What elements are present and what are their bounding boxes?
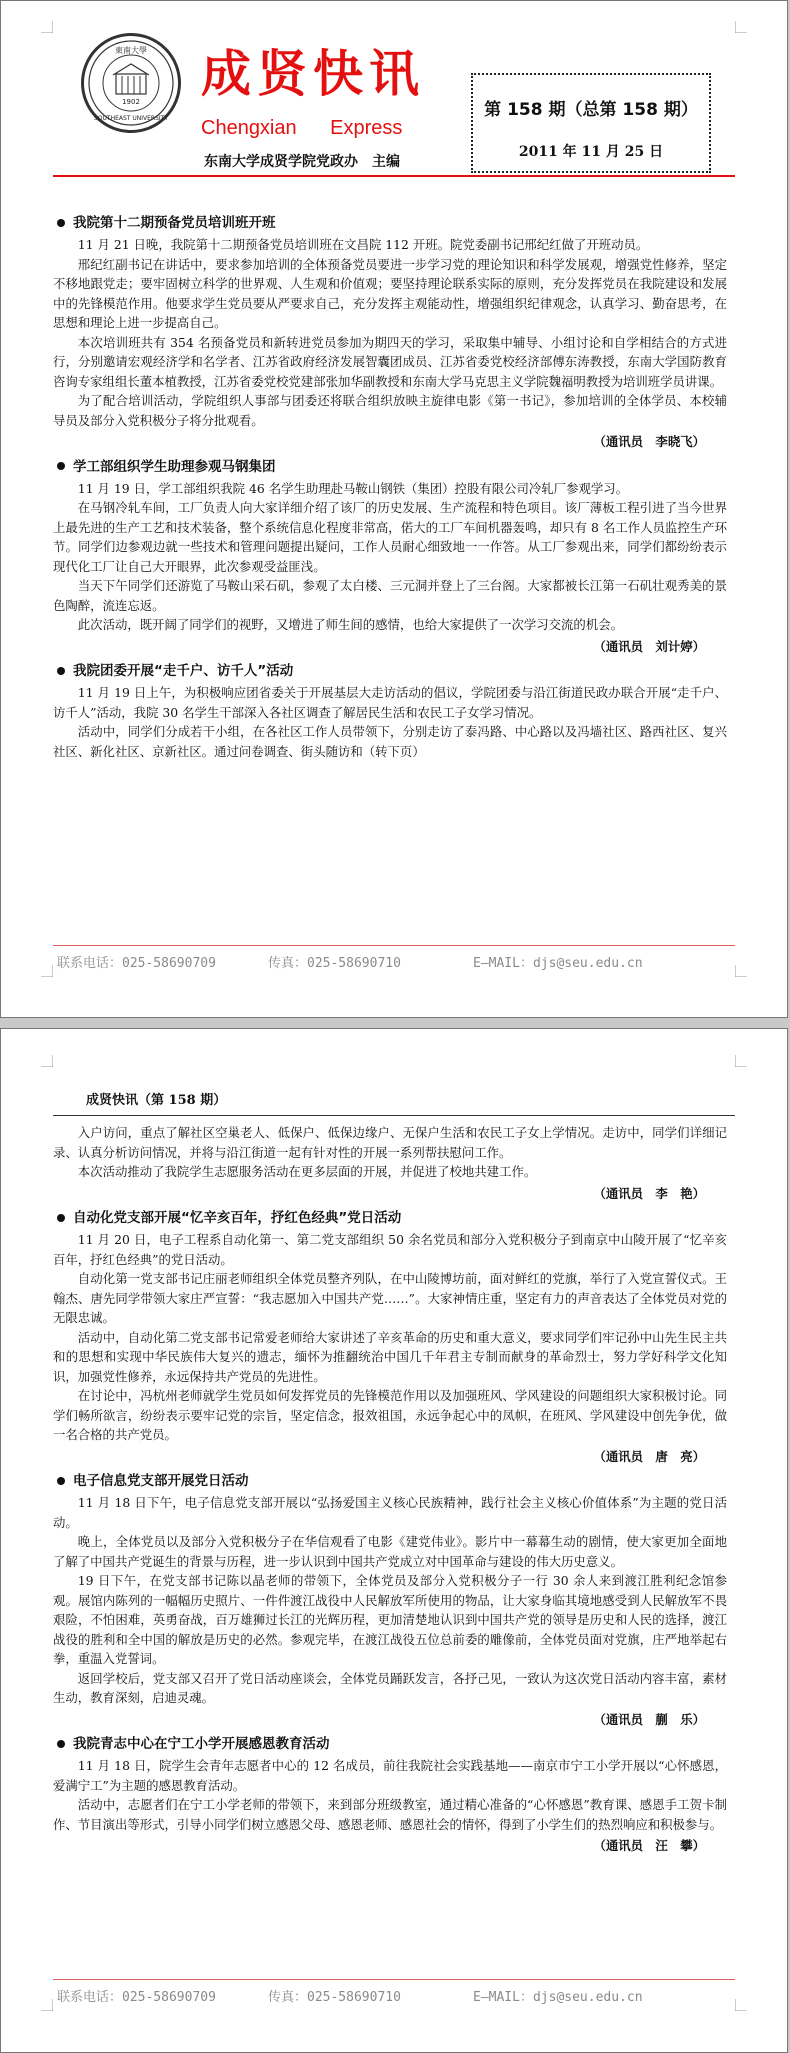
crop-mark-icon — [41, 1055, 53, 1067]
paragraph: 11 月 18 日，院学生会青年志愿者中心的 12 名成员，前往我院社会实践基地——南京市宁工小学开展以“心怀感恩，爱满宁工”为主题的感恩教育活动。 — [53, 1758, 727, 1793]
publisher-line: 东南大学成贤学院党政办 主编 — [204, 154, 400, 170]
university-logo — [81, 33, 181, 133]
page2-content — [53, 1123, 727, 1859]
byline: （通讯员 蒯 乐） — [593, 1711, 705, 1727]
footer-email: E—MAIL：djs@seu.edu.cn — [473, 956, 643, 971]
footer-fax: 传真：025-58690710 — [268, 1990, 401, 2005]
crop-mark-icon — [735, 965, 747, 977]
byline: （通讯员 刘计婷） — [593, 638, 705, 654]
paragraph: 在讨论中，冯杭州老师就学生党员如何发挥党员的先锋模范作用以及加强班风、学风建设的问题组织大家积极讨论。同学们畅所欲言，纷纷表示要牢记党的宗旨，坚定信念，报效祖国，永远争起心中的凤帜，在班风、学风建设中创先争优，做一名合格的共产党员。 — [53, 1388, 727, 1442]
footer-rule — [53, 945, 735, 946]
crop-mark-icon — [735, 1055, 747, 1067]
paragraph: 11 月 19 日，学工部组织我院 46 名学生助理赴马鞍山钢铁（集团）控股有限公司冷轧厂参观学习。 — [77, 480, 629, 496]
running-head: 成贤快讯（第 158 期） — [86, 1093, 227, 1108]
svg-text:1902: 1902 — [122, 98, 140, 106]
bullet-icon — [57, 1740, 65, 1748]
svg-text:東南大學: 東南大學 — [115, 46, 147, 55]
paragraph: 此次活动，既开阔了同学们的视野，又增进了师生间的感情，也给大家提供了一次学习交流的机会。 — [77, 617, 623, 632]
paragraph: 入户访问，重点了解社区空巢老人、低保户、低保边缘户、无保户生活和农民工子女上学情况。走访中，同学们详细记录、认真分析访问情况，并将与沿江街道一起有针对性的开展一系列帮扶慰问工作。 — [53, 1125, 727, 1160]
article-heading: 我院第十二期预备党员培训班开班 — [53, 211, 727, 235]
running-head-rule — [53, 1115, 735, 1116]
crop-mark-icon — [735, 1999, 747, 2011]
footer-email: E—MAIL：djs@seu.edu.cn — [473, 1990, 643, 2005]
byline: （通讯员 李晓飞） — [593, 434, 705, 449]
paragraph: 本次培训班共有 354 名预备党员和新转进党员参加为期四天的学习，采取集中辅导、小组讨论和自学相结合的方式进行，分别邀请宏观经济学和名学者、江苏省政府经济发展智囊团成员、江苏省委党校经济部傅东涛教授，东南大学国防教育咨询专家组组长董本植教授，江苏省委党校党建部张加华副教授和东南大学马克思主义学院魏福明教授为培训班学员讲课。 — [53, 334, 727, 389]
crop-mark-icon — [41, 21, 53, 33]
bullet-icon — [57, 219, 65, 227]
paragraph: 活动中，同学们分成若干小组，在各社区工作人员带领下，分别走访了泰冯路、中心路以及冯墙社区、路西社区、复兴社区、新化社区、京新社区。通过问卷调查、街头随访和（转下页） — [53, 724, 727, 759]
paragraph: 11 月 19 日上午，为积极响应团省委关于开展基层大走访活动的倡议，学院团委与沿江街道民政办联合开展“走千户、访千人”活动，我院 30 名学生干部深入各社区调查了解居民生活和农民工子女学习情况。 — [53, 685, 727, 720]
paragraph: 为了配合培训活动，学院组织人事部与团委还将联合组织放映主旋律电影《第一书记》，参加培训的全体学员、本校辅导员及部分入党积极分子将分批观看。 — [53, 393, 727, 428]
issue-box — [471, 73, 711, 173]
paragraph: 11 月 21 日晚，我院第十二期预备党员培训班在文昌院 112 开班。院党委副书记邢纪红做了开班动员。 — [77, 237, 649, 252]
footer-rule — [53, 1979, 735, 1980]
footer-fax: 传真：025-58690710 — [268, 956, 401, 971]
crop-mark-icon — [735, 21, 747, 33]
paragraph: 当天下午同学们还游览了马鞍山采石矶，参观了太白楼、三元洞并登上了三台阁。大家都被长江第一石矶壮观秀美的景色陶醉，流连忘返。 — [53, 578, 727, 613]
article-heading: 我院团委开展“走千户、访千人”活动 — [53, 659, 727, 683]
bullet-icon — [57, 667, 65, 675]
paragraph: 活动中，自动化第二党支部书记常爱老师给大家讲述了辛亥革命的历史和重大意义，要求同学们牢记孙中山先生民主共和的思想和实现中华民族伟大复兴的遗志，缅怀为推翻统治中国几千年君主专制而献身的革命烈士，努力学好科学文化知识，加强党性修养，永远保持共产党员的先进性。 — [53, 1329, 727, 1384]
paragraph: 自动化第一党支部书记庄丽老师组织全体党员整齐列队，在中山陵博坊前，面对鲜红的党旗，举行了入党宣誓仪式。王翰杰、唐先同学带领大家庄严宣誓：“我志愿加入中国共产党……”。大家神情庄重，坚定有力的声音表达了全体党员对党的无限忠诚。 — [53, 1271, 727, 1325]
article-heading: 学工部组织学生助理参观马钢集团 — [53, 455, 727, 479]
university-seal-icon — [86, 38, 176, 128]
bullet-icon — [57, 1477, 65, 1485]
bullet-icon — [57, 1214, 65, 1222]
page1-content — [53, 211, 727, 761]
article-heading: 我院青志中心在宁工小学开展感恩教育活动 — [53, 1732, 727, 1756]
paragraph: 活动中，志愿者们在宁工小学老师的带领下，来到部分班级教室，通过精心准备的“心怀感恩”教育课、感恩手工贺卡制作、节目演出等形式，引导小同学们树立感恩父母、感恩老师、感恩社会的情怀，得到了小学生们的热烈响应和积极参与。 — [53, 1797, 727, 1832]
article-heading: 自动化党支部开展“忆辛亥百年，抒红色经典”党日活动 — [53, 1206, 727, 1230]
byline: （通讯员 汪 攀） — [593, 1838, 705, 1853]
byline: （通讯员 李 艳） — [593, 1185, 705, 1201]
bullet-icon — [57, 462, 65, 470]
svg-text:SOUTHEAST UNIVERSITY: SOUTHEAST UNIVERSITY — [94, 115, 168, 122]
footer-phone: 联系电话：025-58690709 — [57, 956, 216, 971]
paragraph: 本次活动推动了我院学生志愿服务活动在更多层面的开展，并促进了校地共建工作。 — [77, 1164, 537, 1179]
header-rule — [53, 175, 735, 177]
paragraph: 11 月 18 日下午，电子信息党支部开展以“弘扬爱国主义核心民族精神，践行社会主义核心价值体系”为主题的党日活动。 — [53, 1495, 727, 1530]
paragraph: 19 日下午，在党支部书记陈以晶老师的带领下，全体党员及部分入党积极分子一行 30 余人来到渡江胜利纪念馆参观。展馆内陈列的一幅幅历史照片、一件件渡江战役中人民解放军所使用的物品，让大家身临其境地感受到人民解放军不畏艰险，不怕困难，英勇奋战，百万雄狮过长江的光辉历程，更加清楚地认识到中国共产党的领导是历史和人民的选择，渡江战役的胜利和全中国的解放是历史的必然。参观完毕，在渡江战役五位总前委的雕像前，全体党员面对党旗，庄严地举起右拳，重温入党誓词。 — [53, 1573, 727, 1666]
paragraph: 11 月 20 日，电子工程系自动化第一、第二党支部组织 50 余名党员和部分入党积极分子到南京中山陵开展了“忆辛亥百年，抒红色经典”的党日活动。 — [53, 1232, 727, 1267]
footer-phone: 联系电话：025-58690709 — [57, 1990, 216, 2005]
newsletter-title-en: Chengxian Express — [201, 117, 403, 139]
issue-date: 2011 年 11 月 25 日 — [518, 144, 664, 160]
paragraph: 返回学校后，党支部又召开了党日活动座谈会，全体党员踊跃发言，各抒己见，一致认为这次党日活动内容丰富，素材生动，教育深刻，启迪灵魂。 — [53, 1670, 727, 1705]
paragraph: 邢纪红副书记在讲话中，要求参加培训的全体预备党员要进一步学习党的理论知识和科学发展观，增强党性修养，坚定不移地跟党走；要牢固树立科学的世界观、人生观和价值观；要坚持理论联系实际的原则，充分发挥党员在我院建设和发展中的先锋模范作用。他要求学生党员要从严要求自己，充分发挥主观能动性，增强组织纪律观念，认真学习、勤奋思考，在思想和理论上进一步提高自己。 — [53, 256, 727, 330]
crop-mark-icon — [41, 965, 53, 977]
newsletter-title: 成贤快讯 — [201, 45, 425, 103]
paragraph: 在马钢冷轧车间，工厂负责人向大家详细介绍了该厂的历史发展、生产流程和特色项目。该厂薄板工程引进了当今世界上最先进的生产工艺和技术装备，整个系统信息化程度非常高，偌大的工厂车间机器轰鸣，却只有 8 名工作人员监控生产环节。同学们边参观边就一些技术和管理问题提出疑问，工作人员耐心细致地一一作答。从工厂参观出来，同学们都纷纷表示现代化工厂让自己大开眼界，此次参观受益匪浅。 — [53, 500, 727, 574]
article-heading: 电子信息党支部开展党日活动 — [53, 1469, 727, 1493]
crop-mark-icon — [41, 1999, 53, 2011]
page-1 — [0, 0, 788, 1018]
page-2 — [0, 1028, 788, 2053]
issue-number: 第 158 期（总第 158 期） — [484, 100, 698, 120]
paragraph: 晚上，全体党员以及部分入党积极分子在华信观看了电影《建党伟业》。影片中一幕幕生动的剧情，使大家更加全面地了解了中国共产党诞生的背景与历程，进一步认识到中国共产党成立对中国革命与建设的伟大历史意义。 — [53, 1534, 727, 1569]
byline: （通讯员 唐 亮） — [593, 1448, 705, 1464]
